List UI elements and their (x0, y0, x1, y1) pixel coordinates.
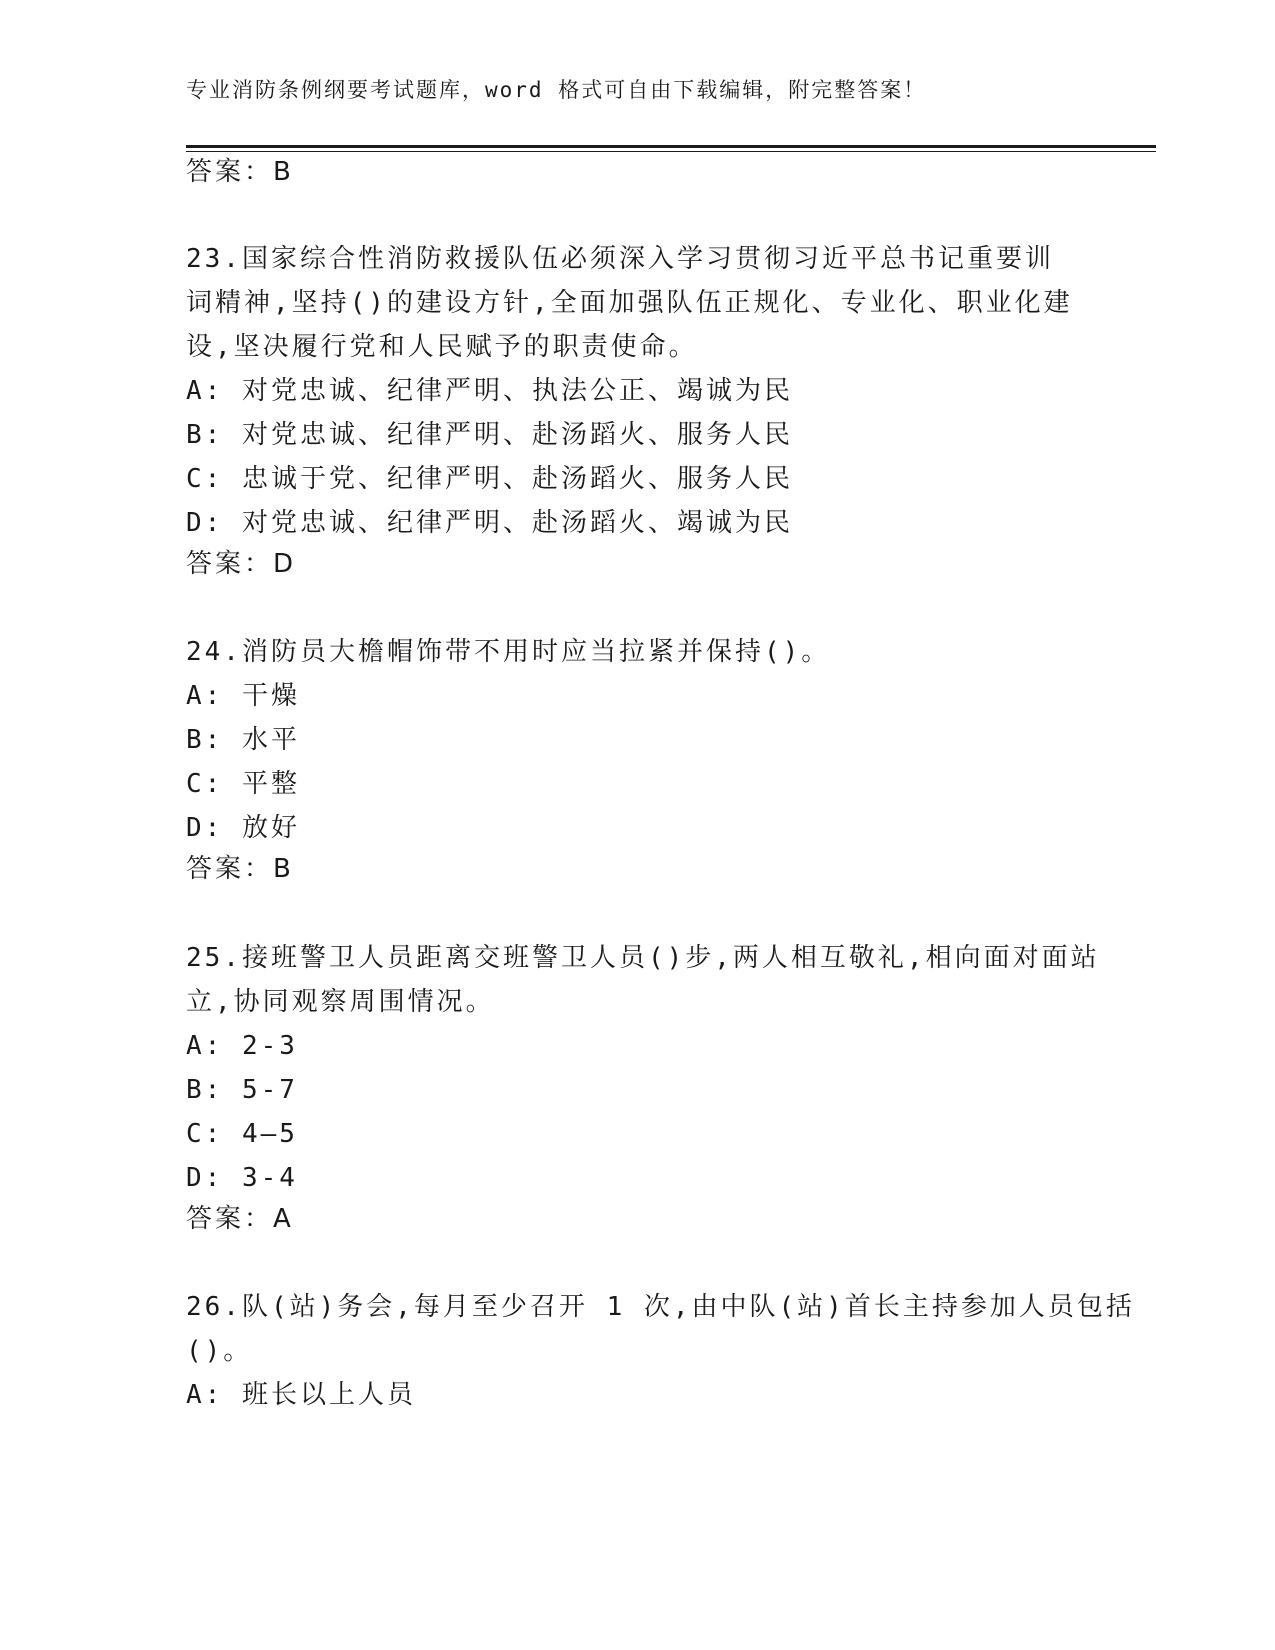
question-25-option-c: C: 4—5 (186, 1119, 298, 1149)
question-24-option-c: C: 平整 (186, 769, 300, 799)
question-23-option-b: B: 对党忠诚、纪律严明、赴汤蹈火、服务人民 (186, 420, 793, 450)
question-23-answer: 答案：D (186, 549, 297, 579)
question-24-option-d: D: 放好 (186, 813, 300, 843)
question-26-option-a: A: 班长以上人员 (186, 1380, 416, 1410)
question-25-option-d: D: 3-4 (186, 1163, 298, 1193)
page-header: 专业消防条例纲要考试题库，word 格式可自由下载编辑，附完整答案！ (186, 78, 927, 102)
question-23-stem-line-1: 23.国家综合性消防救援队伍必须深入学习贯彻习近平总书记重要训 (186, 244, 1054, 274)
question-23-stem-line-2: 词精神,坚持()的建设方针,全面加强队伍正规化、专业化、职业化建 (186, 288, 1073, 318)
question-24-answer: 答案：B (186, 854, 294, 884)
question-23-stem-line-3: 设,坚决履行党和人民赋予的职责使命。 (186, 332, 698, 362)
question-26-stem-line-1: 26.队(站)务会,每月至少召开 1 次,由中队(站)首长主持参加人员包括 (186, 1292, 1135, 1322)
question-25-option-b: B: 5-7 (186, 1075, 298, 1105)
question-24-option-a: A: 干燥 (186, 681, 300, 711)
question-23-option-a: A: 对党忠诚、纪律严明、执法公正、竭诚为民 (186, 376, 793, 406)
question-26-stem-line-2: ()。 (186, 1336, 253, 1366)
header-rule-thin (186, 151, 1156, 152)
question-23-option-d: D: 对党忠诚、纪律严明、赴汤蹈火、竭诚为民 (186, 508, 793, 538)
question-24-stem-line-1: 24.消防员大檐帽饰带不用时应当拉紧并保持()。 (186, 637, 831, 667)
question-25-option-a: A: 2-3 (186, 1031, 298, 1061)
question-25-answer: 答案：A (186, 1204, 294, 1234)
previous-answer: 答案：B (186, 157, 294, 187)
question-24-option-b: B: 水平 (186, 725, 300, 755)
header-rule-thick (186, 145, 1156, 148)
question-25-stem-line-2: 立,协同观察周围情况。 (186, 987, 495, 1017)
question-25-stem-line-1: 25.接班警卫人员距离交班警卫人员()步,两人相互敬礼,相向面对面站 (186, 943, 1100, 973)
question-23-option-c: C: 忠诚于党、纪律严明、赴汤蹈火、服务人民 (186, 464, 793, 494)
